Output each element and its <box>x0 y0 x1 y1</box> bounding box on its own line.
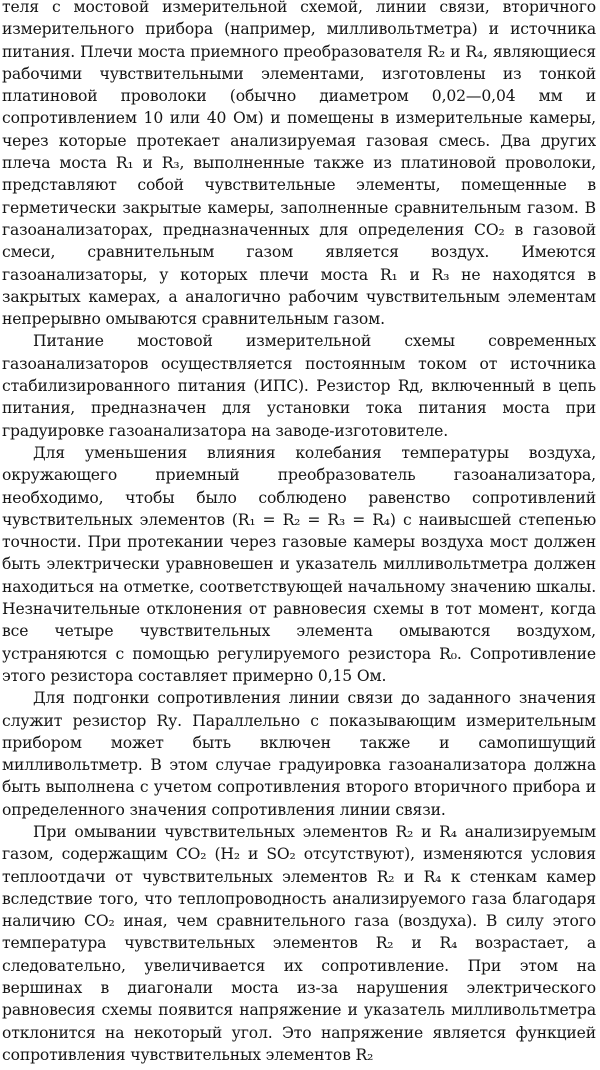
paragraph-temperature-compensation: Для уменьшения влияния колебания температуры воздуха, окружающего приемный преобразователь газоанализатора, необходимо, чтобы было соблюдено равенство сопротивлений чувствительных элементов (R₁ = R₂ = R₃ = R₄) с наивысшей степенью точности. При протекании через газовые камеры воздуха мост должен быть электрически уравновешен и указатель милливольтметра должен находиться на отметке, соответствующей начальному значению шкалы. Незначительные отклонения от равновесия схемы в тот момент, когда все четыре чувствительных элемента омываются воздухом, устраняются с помощью регулируемого резистора R₀. Сопротивление этого резистора составляет примерно 0,15 Ом. <box>2 443 596 685</box>
paragraph-line-resistance: Для подгонки сопротивления линии связи до заданного значения служит резистор Rу. Параллельно с показывающим измерительным прибором может быть включен также и самопишущий милливольтметр. В этом случае градуировка газоанализатора должна быть выполнена с учетом сопротивления второго вторичного прибора и определенного значения сопротивления линии связи. <box>2 689 596 819</box>
paragraph-power-supply: Питание мостовой измерительной схемы современных газоанализаторов осуществляется постоянным током от источника стабилизированного питания (ИПС). Резистор Rд, включенный в цепь питания, предназначен для установки тока питания моста при градуировке газоанализатора на заводе-изготовителе. <box>2 332 596 440</box>
paragraph-measurement-principle: При омывании чувствительных элементов R₂ и R₄ анализируемым газом, содержащим CO₂ (H₂ и SO₂ отсутствуют), изменяются условия теплоотдачи от чувствительных элементов R₂ и R₄ к стенкам камер вследствие того, что теплопроводность анализируемого газа благодаря наличию CO₂ иная, чем сравнительного газа (воздуха). В силу этого температура чувствительных элементов R₂ и R₄ возрастает, а следовательно, увеличивается их сопротивление. При этом на вершинах в диагонали моста из-за нарушения электрического равновесия схемы появится напряжение и указатель милливольтметра отклонится на некоторый угол. Это напряжение является функцией сопротивления чувствительных элементов R₂ <box>2 822 596 1064</box>
paragraph-continuation: теля с мостовой измерительной схемой, линии связи, вторичного измерительного прибора (например, милливольтметра) и источника питания. Плечи моста приемного преобразователя R₂ и R₄, являющиеся рабочими чувствительными элементами, изготовлены из тонкой платиновой проволоки (обычно диаметром 0,02—0,04 мм и сопротивлением 10 или 40 Ом) и помещены в измерительные камеры, через которые протекает анализируемая газовая смесь. Два других плеча моста R₁ и R₃, выполненные также из платиновой проволоки, представляют собой чувствительные элементы, помещенные в герметически закрытые камеры, заполненные сравнительным газом. В газоанализаторах, предназначенных для определения CO₂ в газовой смеси, сравнительным газом является воздух. Имеются газоанализаторы, у которых плечи моста R₁ и R₃ не находятся в закрытых камерах, а аналогично рабочим чувствительным элементам непрерывно омываются сравнительным газом. <box>2 0 596 329</box>
